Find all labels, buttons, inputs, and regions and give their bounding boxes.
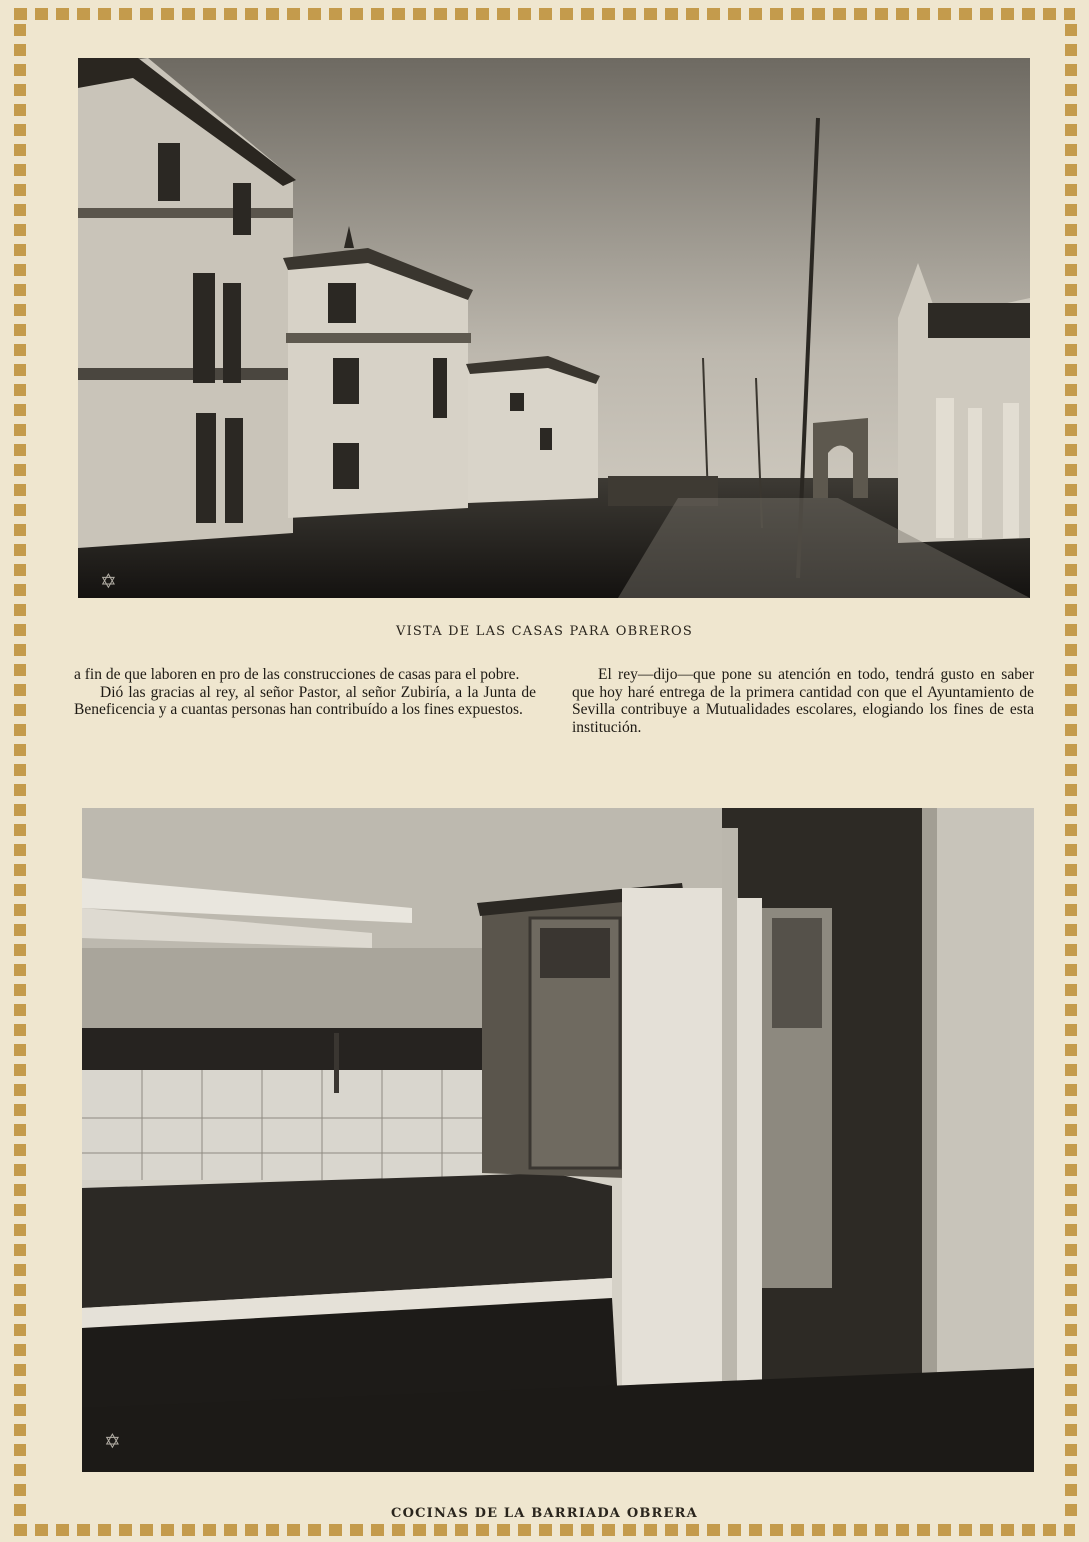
- article-column-left: [74, 666, 536, 719]
- decorative-border-left: [14, 24, 26, 1520]
- svg-text:✡: ✡: [104, 1429, 121, 1453]
- decorative-border-right: [1065, 24, 1077, 1520]
- paragraph: El rey—dijo—que pone su atención en todo, tendrá gusto en saber que hoy haré entrega de la primera cantidad con que el Ayuntamiento de Sevilla contribuye a Mutualidades escolares, elogiando los fines de esta institución.: [572, 666, 1034, 736]
- paragraph: Dió las gracias al rey, al señor Pastor, al señor Zubiría, a la Junta de Beneficencia y a cuantas personas han contribuído a los fines expuestos.: [74, 683, 536, 718]
- decorative-border-top: [14, 8, 1075, 20]
- photo-workers-houses: [78, 58, 1030, 598]
- article-column-right: [572, 666, 1034, 736]
- svg-text:✡: ✡: [100, 569, 117, 593]
- decorative-border-bottom: [14, 1524, 1075, 1536]
- paragraph: a fin de que laboren en pro de las construcciones de casas para el pobre.: [74, 666, 520, 683]
- photo-caption-top: VISTA DE LAS CASAS PARA OBREROS: [396, 624, 693, 639]
- photo-caption-bottom: COCINAS DE LA BARRIADA OBRERA: [391, 1506, 698, 1521]
- photo-kitchen: [82, 808, 1034, 1472]
